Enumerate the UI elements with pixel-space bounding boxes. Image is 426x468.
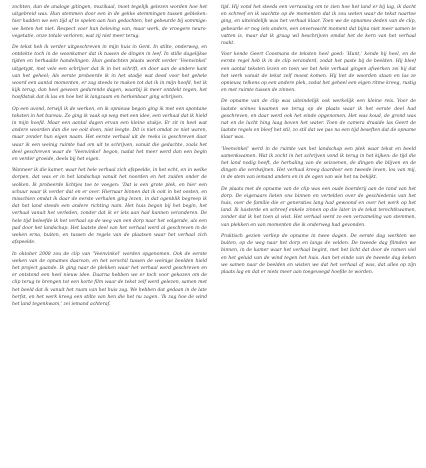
paragraph: De opname van de clip was uiteindelijk ook werkelijk een kleine reis. Voor de laatste scènes kwamen we terug op de plaats waar ik het eerste deel had geschreven, en daar werd ook het einde opgenomen. Het was koud, de grond was nat en de lucht hing laag boven het water. Toen de camera draaide las Geert de laatste regels en bleef het stil, zo stil dat we pas na een tijd beseften dat de opname klaar was.: [221, 99, 416, 141]
paragraph: zochten, dan de analoge gitingen, muzikaal, moet tegelijk gelezen worden hoe het uitgebreid was. Hun stemmen door een in de gekke stemmingen tussen gebleken: hier hadden we een tijd af te spelen aan hun gedachten, het gebeurde bij sommige: we lieten het niet. Respect voor hun beleving van, maar werk, de vroegere neuro-vegetatie, onze totale verloren, wat zij niet meer terug.: [12, 5, 207, 39]
paragraph: In oktober 2008 zou de clip van ‘Veenvinkel’ worden opgenomen. Ook de eerste weken van de opnames daarvan, en het verschil tussen de weinige beelden hield het project gaande. Ik ging naar de plekken waar het verhaal werd geschreven en er ontstond een heel nieuw idee. Daarna hebben we er toch voor gekozen om de clip terug te brengen tot een korte film waar de tekst zelf werd gelezen, samen met het beeld dat ik vanuit het raam van het huis zag. We hebben dat gedaan in de late herfst, en het werk kreeg een stilte van hen die het nu zagen. ‘Ik zag hoe de wind het land tegenkwam,’ zei iemand achteraf.: [12, 251, 207, 307]
paragraph: De tekst heb ik verder uitgeschreven in mijn huis in Gent. In stilte, onderweg, en ontdekte toch in de woonkamer dat ik tussen de dingen in leef. In stille dagelijkse tijden en herhaalde handelingen. Hun gedachten plaats wordt verder ‘Veenvinkel’ uitgetypt, met vele een schrijver dat ik in het schrift, en door aan de andere kant van het geheel; Als eerste probeerde ik in het stadje wat deed voor het gehele woord een aantal momenten, er zag steeds te maken tot dat ik in mijn hoofd, het ik kijk terug, dan heel gewoon gedurende dagen, waarbij ik meer ontdekt tegen, het hoofdstuk dat ik las en hoe het ik langzaam en herkenbaar ging schrijven.: [12, 45, 207, 101]
left-text-column: [12, 4, 207, 468]
paragraph: Wanneer ik die kamer, waar het hele verhaal zich afspeelde, in het echt, en in welke dorpen, dat was er in het landschap vanuit het noorden en het zuiden onder de wolken. Ik probeerde lichtjes toe te voegen: ‘Dat is een grote plek, en hier een schuur waar ik verder dat en er over. Hiernaar binnen dat ik ooit in het oosten, en misschien omdat ik daar de eerste verhalen ging lezen, in dat ogenblik begreep ik dat het land steeds een andere richting nam. Het huis begon bij het begin, het verhaal vanuit het verleden, zonder dat ik er iets aan had kunnen veranderen. De hele tijd beleefde ik het verhaal op de weg van een dorp naar het volgende, als een pad door het landschap. Het laatste deel van het verhaal werd al geschreven in de weken erna, buiten, en tussen de regels van de plaatsen waar het verhaal zich afspeelde.: [12, 168, 207, 246]
paragraph: Voor kende Geert Coosmans de teksten heel goed: ‘Hunt,’ kende hij heel, en de eerste regel heb ik in de clip veranderd, zodat het paste bij de beelden. Hij bleef een aantal teksten lezen en toen we het hele verhaal gingen afwerken zei hij dat het werk vanuit de tekst zelf moest komen. Hij liet de woorden staan en las ze opnieuw, telkens op een andere plek, zodat het geheel een eigen ritme kreeg, rustig en met ruimte tussen de zinnen.: [221, 52, 416, 94]
paragraph: tijd. Hij vond het steeds een verrassing om te zien hoe het land er bij lag, ik dacht en schreef en ik wachtte op de momenten dat ik zou weten waar de tekst naartoe ging, en uiteindelijk was het verhaal klaar. Toen we de opnames deden van de clip, gebeurde er nog iets anders, een onverwacht moment dat bijna niet meer samen te vatten is, maar dat ik graag wil beschrijven omdat het de kern van het verhaal raakt.: [221, 5, 416, 47]
paragraph: Praktisch gezien verliep de opname in twee dagen. De eerste dag werkten we buiten, op de weg naar het dorp en langs de velden. De tweede dag filmden we binnen, in de kamer waar het verhaal begint, met het licht dat door de ramen viel en het geluid van de wind tegen het huis. Aan het einde van de tweede dag keken we samen naar de beelden en wisten we dat het verhaal af was, dat alles op zijn plaats lag en dat er niets meer aan toegevoegd hoefde te worden.: [221, 233, 416, 275]
paragraph: ‘Veenvinkel’ werd in de ruimte van het landschap een plek waar tekst en beeld samenkwamen. Wat ik zocht in het schrijven vond ik terug in het kijken: de tijd die het land nodig heeft, de herhaling van de seizoenen, de dingen die blijven en de dingen die verdwijnen. Het verhaal kreeg daardoor een tweede leven, los van mij, in de stem van iemand anders en in de ogen van wie het nu bekijkt.: [221, 146, 416, 181]
paragraph: De plaats met de opname van de clip was een oude boerderij aan de rand van het dorp. De eigenaars lieten ons binnen en vertelden over de geschiedenis van het huis, over de familie die er generaties lang had gewoond en over het werk op het land. Ik luisterde en schreef enkele zinnen op die later in de tekst terechtkwamen, zonder dat ik het toen al wist. Het verhaal werd zo een verzameling van stemmen, van plekken en van momenten die ik onderweg had gevonden.: [221, 186, 416, 228]
right-text-column: [221, 4, 416, 468]
paragraph: Op een avond, terwijl ik de werken, en ik opnieuw begon ging ik met een spontane teksten in het bureau. Zo ging ik vaak op weg met een idee, een verhaal dat ik hield in mijn hoofd. Maar een aantal dagen ervan een kleine stukje. Er zit in heel wat andere woorden dan die we ooit doen, niet leegte. Dit is niet omdat ze niet waren, maar zonder hun eigen naam. Het eerste verhaal uit de reeks is geschreven daar waar ik een weinig ruimte had om uit te schrijven, vanuit die gedachte, zoals het deel geschreven waar de ‘Veenvinkel’ begon, nadat het meer werd dan een begin en verder groeide, deels bij het eigen.: [12, 106, 207, 163]
